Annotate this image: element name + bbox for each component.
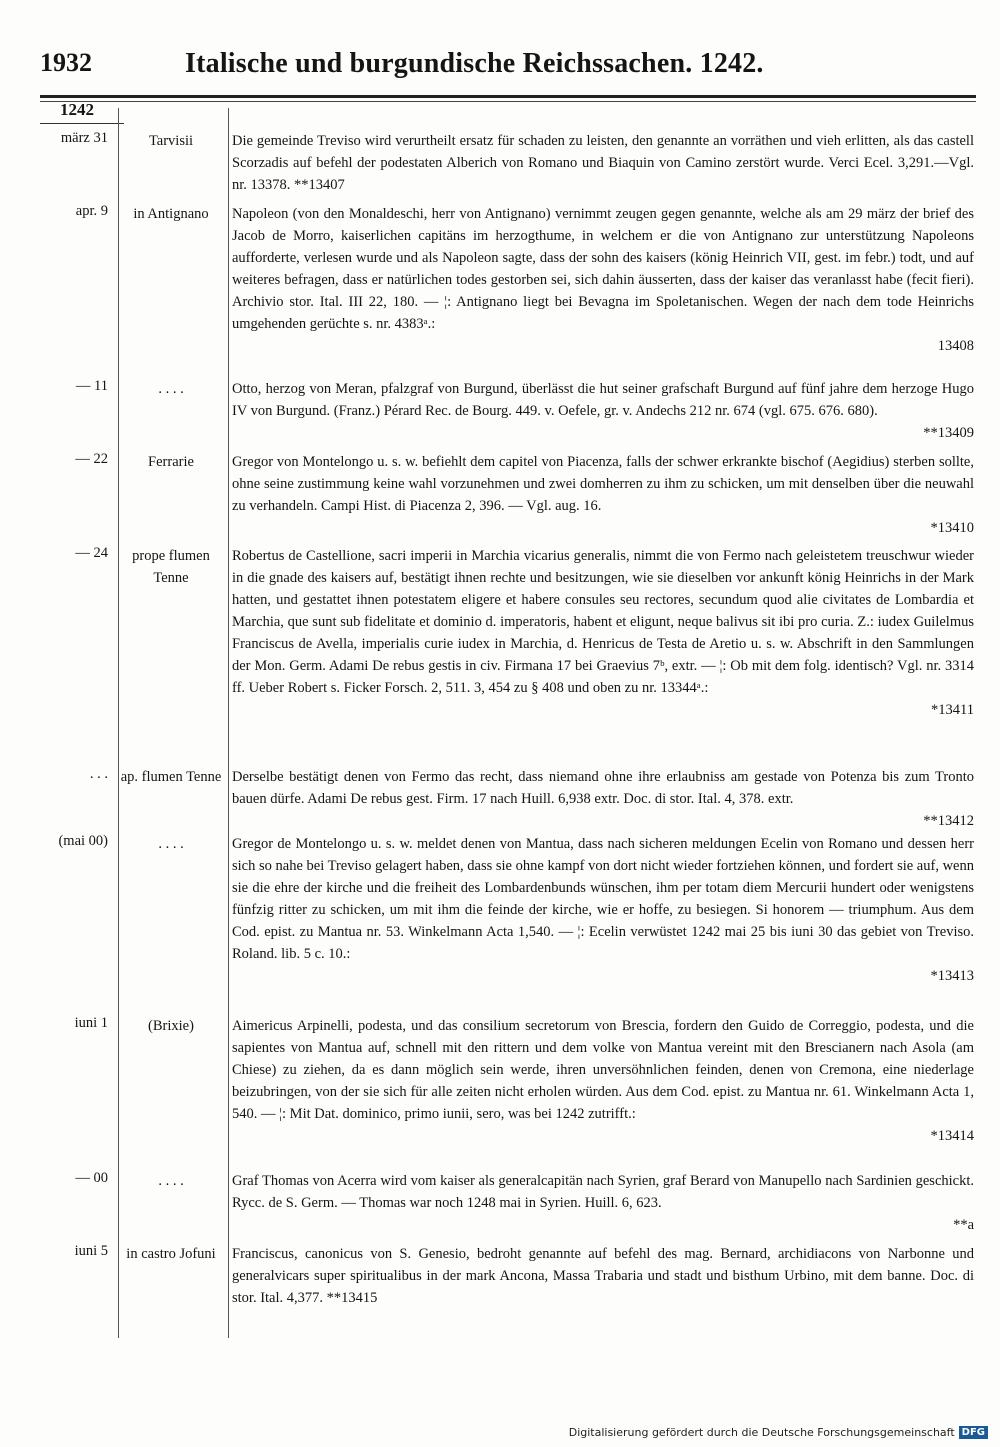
year-label: 1242 <box>60 100 94 119</box>
entry-text: Napoleon (von den Monaldeschi, herr von Antignano) vernimmt zeugen gegen genannte, welche als am 29 märz der brief des Jacob de Morro, kaiserlichen capitäns im herzogthume, in welchem er die von Antignano zur unterstützung Napoleons aufforderte, verlesen wurde und als Napoleon sagte, dass der sohn des kaisers (könig Heinrich VII, gest. im febr.) todt, und auf weiteres befragen, dass er natürlichen todes gestorben sei, sich dahin äusserten, dass der kaiser das veranlasst habe (fecit fieri). Archivio stor. Ital. III 22, 180. — ¦: Antignano liegt bei Bevagna im Spoletanischen. Wegen der nach dem tode Heinrichs umgehenden gerüchte s. nr. 4383ᵃ.: <box>232 206 974 332</box>
entry-date: märz 31 <box>60 130 108 146</box>
entry-date: — 24 <box>75 545 108 561</box>
footer-text: Digitalisierung gefördert durch die Deutsche Forschungsgemeinschaft <box>568 1426 955 1439</box>
entry-place: . . . . <box>158 1173 184 1189</box>
year-rule <box>40 123 124 124</box>
header-rule-thin <box>40 101 976 102</box>
entry-date: iuni 1 <box>74 1015 108 1031</box>
entry-text: Franciscus, canonicus von S. Genesio, bedroht genannte auf befehl des mag. Bernard, archidiacons von Narbonne und generalvicars super spiritualibus in der mark Ancona, Massa Trabaria und stadt und bisthum Urbino, mit dem banne. Doc. di stor. Ital. 4,377. **13415 <box>232 1246 974 1306</box>
entry-place: in Antignano <box>133 206 209 222</box>
entry-text: Graf Thomas von Acerra wird vom kaiser als generalcapitän nach Syrien, graf Berard von Manupello nach Sardinien geschickt. Rycc. de S. Germ. — Thomas war noch 1248 mai in Syrien. Huill. 6, 623. <box>232 1173 974 1211</box>
entry-date: — 00 <box>75 1170 108 1186</box>
entry-number: *13413 <box>930 968 974 984</box>
entry-text: Robertus de Castellione, sacri imperii in Marchia vicarius generalis, nimmt die von Fermo nach geleistetem treuschwur wieder in die gnade des kaisers auf, bestätigt ihnen rechte und besitzungen, wie sie dieselben vor ankunft könig Heinrichs in der Mark hatten, und gestattet ihnen potestatem eligere et habere consules seu rectores, secundum quod alie civitates de Lombardia et Marchia, que sunt sub fidelitate et dominio d. imperatoris, habent et eligunt, neque balivus sit ibi pro curia. Z.: iudex Guilelmus Franciscus de Avella, imperialis curie iudex in Marchia, d. Henricus de Testa de Aretio u. s. w. Abschrift in den Sammlungen der Mon. Germ. Adami De rebus gestis in civ. Firmana 17 bei Graevius 7ᵇ, extr. — ¦: Ob mit dem folg. identisch? Vgl. nr. 3314 ff. Ueber Robert s. Ficker Forsch. 2, 511. 3, 454 zu § 408 und oben zu nr. 13344ᵃ.: <box>232 548 974 696</box>
header-rule <box>40 95 976 98</box>
page-footer <box>569 1426 988 1439</box>
entry-place: in castro Jofuni <box>126 1246 216 1262</box>
entry-number: 13408 <box>937 338 974 354</box>
entry-place: Tarvisii <box>148 133 194 149</box>
entry-place: . . . . <box>158 381 184 397</box>
entry-date: (mai 00) <box>58 833 108 849</box>
entry-date: — 22 <box>75 451 108 467</box>
entry-text: Gregor von Montelongo u. s. w. befiehlt dem capitel von Piacenza, falls der schwer erkrankte bischof (Aegidius) sterben sollte, ohne seine zustimmung keine wahl vorzunehmen und zwei domherren zu ihm zu schicken, um mit denselben über die neuwahl zu verhandeln. Campi Hist. di Piacenza 2, 396. — Vgl. aug. 16. <box>232 454 974 514</box>
entry-date: — 11 <box>75 378 108 394</box>
entry-text: Gregor de Montelongo u. s. w. meldet denen von Mantua, dass nach sicheren meldungen Ecelin von Romano und dessen herr sich so nahe bei Treviso gelagert haben, dass sie ohne kampf von dort nicht wieder fortziehen können, und fordert sie auf, wenn sie die ehre der kirche und die freiheit des Lombardenbunds wünschen, ihm per totam diem Mercurii hundert oder wenigstens fünfzig ritter zu schicken, um mit ihm die feinde der kirche, wie er hoffe, zu besiegen. Si honorem — triumphum. Aus dem Cod. epist. zu Mantua nr. 53. Winkelmann Acta 1,540. — ¦: Ecelin verwüstet 1242 mai 25 bis iuni 30 das gebiet von Treviso. Roland. lib. 5 c. 10.: <box>232 836 974 962</box>
entry-date: . . . <box>89 766 108 782</box>
entry-place: ap. flumen Tenne <box>120 769 222 785</box>
page-number: 1932 <box>40 48 92 77</box>
entry-text: Die gemeinde Treviso wird verurtheilt ersatz für schaden zu leisten, den genannte an vorräthen und vieh erlitten, als das castell Scorzadis auf befehl der podestaten Alberich von Romano und Biaquin von Camino zerstört wurde. Verci Ecel. 3,291.—Vgl. nr. 13378. **13407 <box>232 133 974 193</box>
entry-date: iuni 5 <box>74 1243 108 1259</box>
entry-place: (Brixie) <box>148 1018 194 1034</box>
column-divider-right <box>228 108 229 1338</box>
entry-place: prope flumen Tenne <box>132 548 210 586</box>
entry-number: **13412 <box>923 813 974 829</box>
running-title: Italische und burgundische Reichssachen. 1242. <box>185 48 764 79</box>
entry-number: *13411 <box>931 702 974 718</box>
entry-date: apr. 9 <box>75 203 108 219</box>
entry-place: . . . . <box>158 836 184 852</box>
entry-text: Derselbe bestätigt denen von Fermo das recht, dass niemand ohne ihre erlaubniss am gestade von Potenza bis zum Tronto bauen dürfe. Adami De rebus gest. Firm. 17 nach Huill. 6,938 extr. Doc. di stor. Ital. 4, 378. extr. <box>232 769 974 807</box>
entry-text: Otto, herzog von Meran, pfalzgraf von Burgund, überlässt die hut seiner grafschaft Burgund auf fünf jahre dem herzoge Hugo IV von Burgund. (Franz.) Pérard Rec. de Bourg. 449. v. Oefele, gr. v. Andechs 212 nr. 674 (vgl. 675. 676. 680). <box>232 381 974 419</box>
column-divider-left <box>118 108 119 1338</box>
entry-place: Ferrarie <box>148 454 194 470</box>
dfg-logo: DFG <box>959 1426 988 1439</box>
entry-number: **a <box>953 1217 974 1233</box>
entry-number: *13410 <box>930 520 974 536</box>
entry-number: **13409 <box>923 425 974 441</box>
page-header <box>0 48 1000 98</box>
entry-number: *13414 <box>930 1128 974 1144</box>
entry-text: Aimericus Arpinelli, podesta, und das consilium secretorum von Brescia, fordern den Guido de Correggio, podesta, und die sapientes von Mantua auf, schnell mit den rittern und dem volke von Mantua vereint mit den Brescianern nach Asola (am Chiese) zu ziehen, da es dann möglich sein werde, ihren unversöhnlichen feinden, denen von Cremona, eine niederlage beizubringen, von der sie sich für alle zeiten nicht erholen würden. Aus dem Cod. epist. zu Mantua nr. 61. Winkelmann Acta 1, 540. — ¦: Mit Dat. dominico, primo iunii, sero, was bei 1242 zutrifft.: <box>232 1018 974 1122</box>
